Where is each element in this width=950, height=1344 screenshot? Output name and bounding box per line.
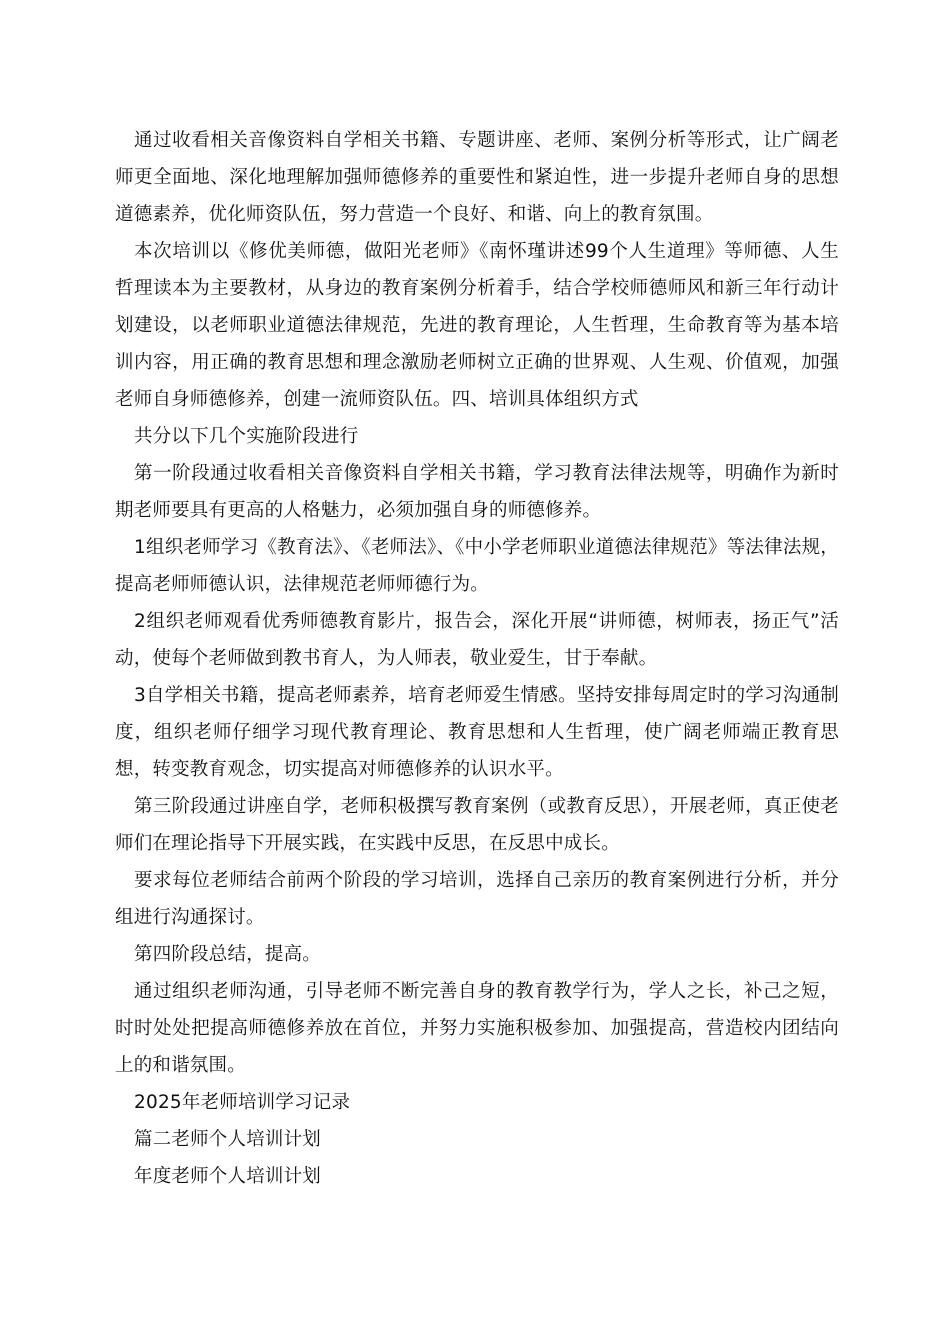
paragraph: 通过收看相关音像资料自学相关书籍、专题讲座、老师、案例分析等形式，让广阔老师更全面地、深化地理解加强师德修养的重要性和紧迫性，进一步提升老师自身的思想道德素养，优化师资队伍，努力营造一个良好、和谐、向上的教育氛围。: [115, 130, 839, 225]
heading-annual-plan: 年度老师个人培训计划: [134, 1166, 322, 1187]
paragraph: 要求每位老师结合前两个阶段的学习培训，选择自己亲历的教育案例进行分析，并分组进行沟通探讨。: [115, 870, 839, 928]
paragraph: 2组织老师观看优秀师德教育影片，报告会，深化开展“讲师德，树师表，扬正气”活动，使每个老师做到教书育人，为人师表，敬业爱生，甘于奉献。: [115, 611, 839, 669]
paragraph: 通过组织老师沟通，引导老师不断完善自身的教育教学行为，学人之长，补己之短，时时处处把提高师德修养放在首位，并努力实施积极参加、加强提高，营造校内团结向上的和谐氛围。: [115, 981, 839, 1076]
paragraph: 1组织老师学习《教育法》、《老师法》、《中小学老师职业道德法律规范》等法律法规，提高老师师德认识，法律规范老师师德行为。: [115, 537, 839, 595]
paragraph: 3自学相关书籍，提高老师素养，培育老师爱生情感。坚持安排每周定时的学习沟通制度，组织老师仔细学习现代教育理论、教育思想和人生哲理，使广阔老师端正教育思想，转变教育观念，切实提高对师德修养的认识水平。: [115, 685, 839, 780]
paragraph: 第三阶段通过讲座自学，老师积极撰写教育案例（或教育反思），开展老师，真正使老师们在理论指导下开展实践，在实践中反思，在反思中成长。: [115, 796, 839, 854]
paragraph: 第一阶段通过收看相关音像资料自学相关书籍，学习教育法律法规等，明确作为新时期老师要具有更高的人格魅力，必须加强自身的师德修养。: [115, 463, 839, 521]
document-body: [115, 122, 839, 1195]
paragraph: 共分以下几个实施阶段进行: [134, 426, 359, 447]
paragraph: 第四阶段总结，提高。: [134, 944, 322, 965]
paragraph: 本次培训以《修优美师德，做阳光老师》《南怀瑾讲述99个人生道理》等师德、人生哲理读本为主要教材，从身边的教育案例分析着手，结合学校师德师风和新三年行动计划建设，以老师职业道德法律规范，先进的教育理论，人生哲理，生命教育等为基本培训内容，用正确的教育思想和理念激励老师树立正确的世界观、人生观、价值观，加强老师自身师德修养，创建一流师资队伍。四、培训具体组织方式: [115, 241, 839, 410]
heading-record: 2025年老师培训学习记录: [134, 1092, 351, 1113]
heading-section-two: 篇二老师个人培训计划: [134, 1129, 322, 1150]
